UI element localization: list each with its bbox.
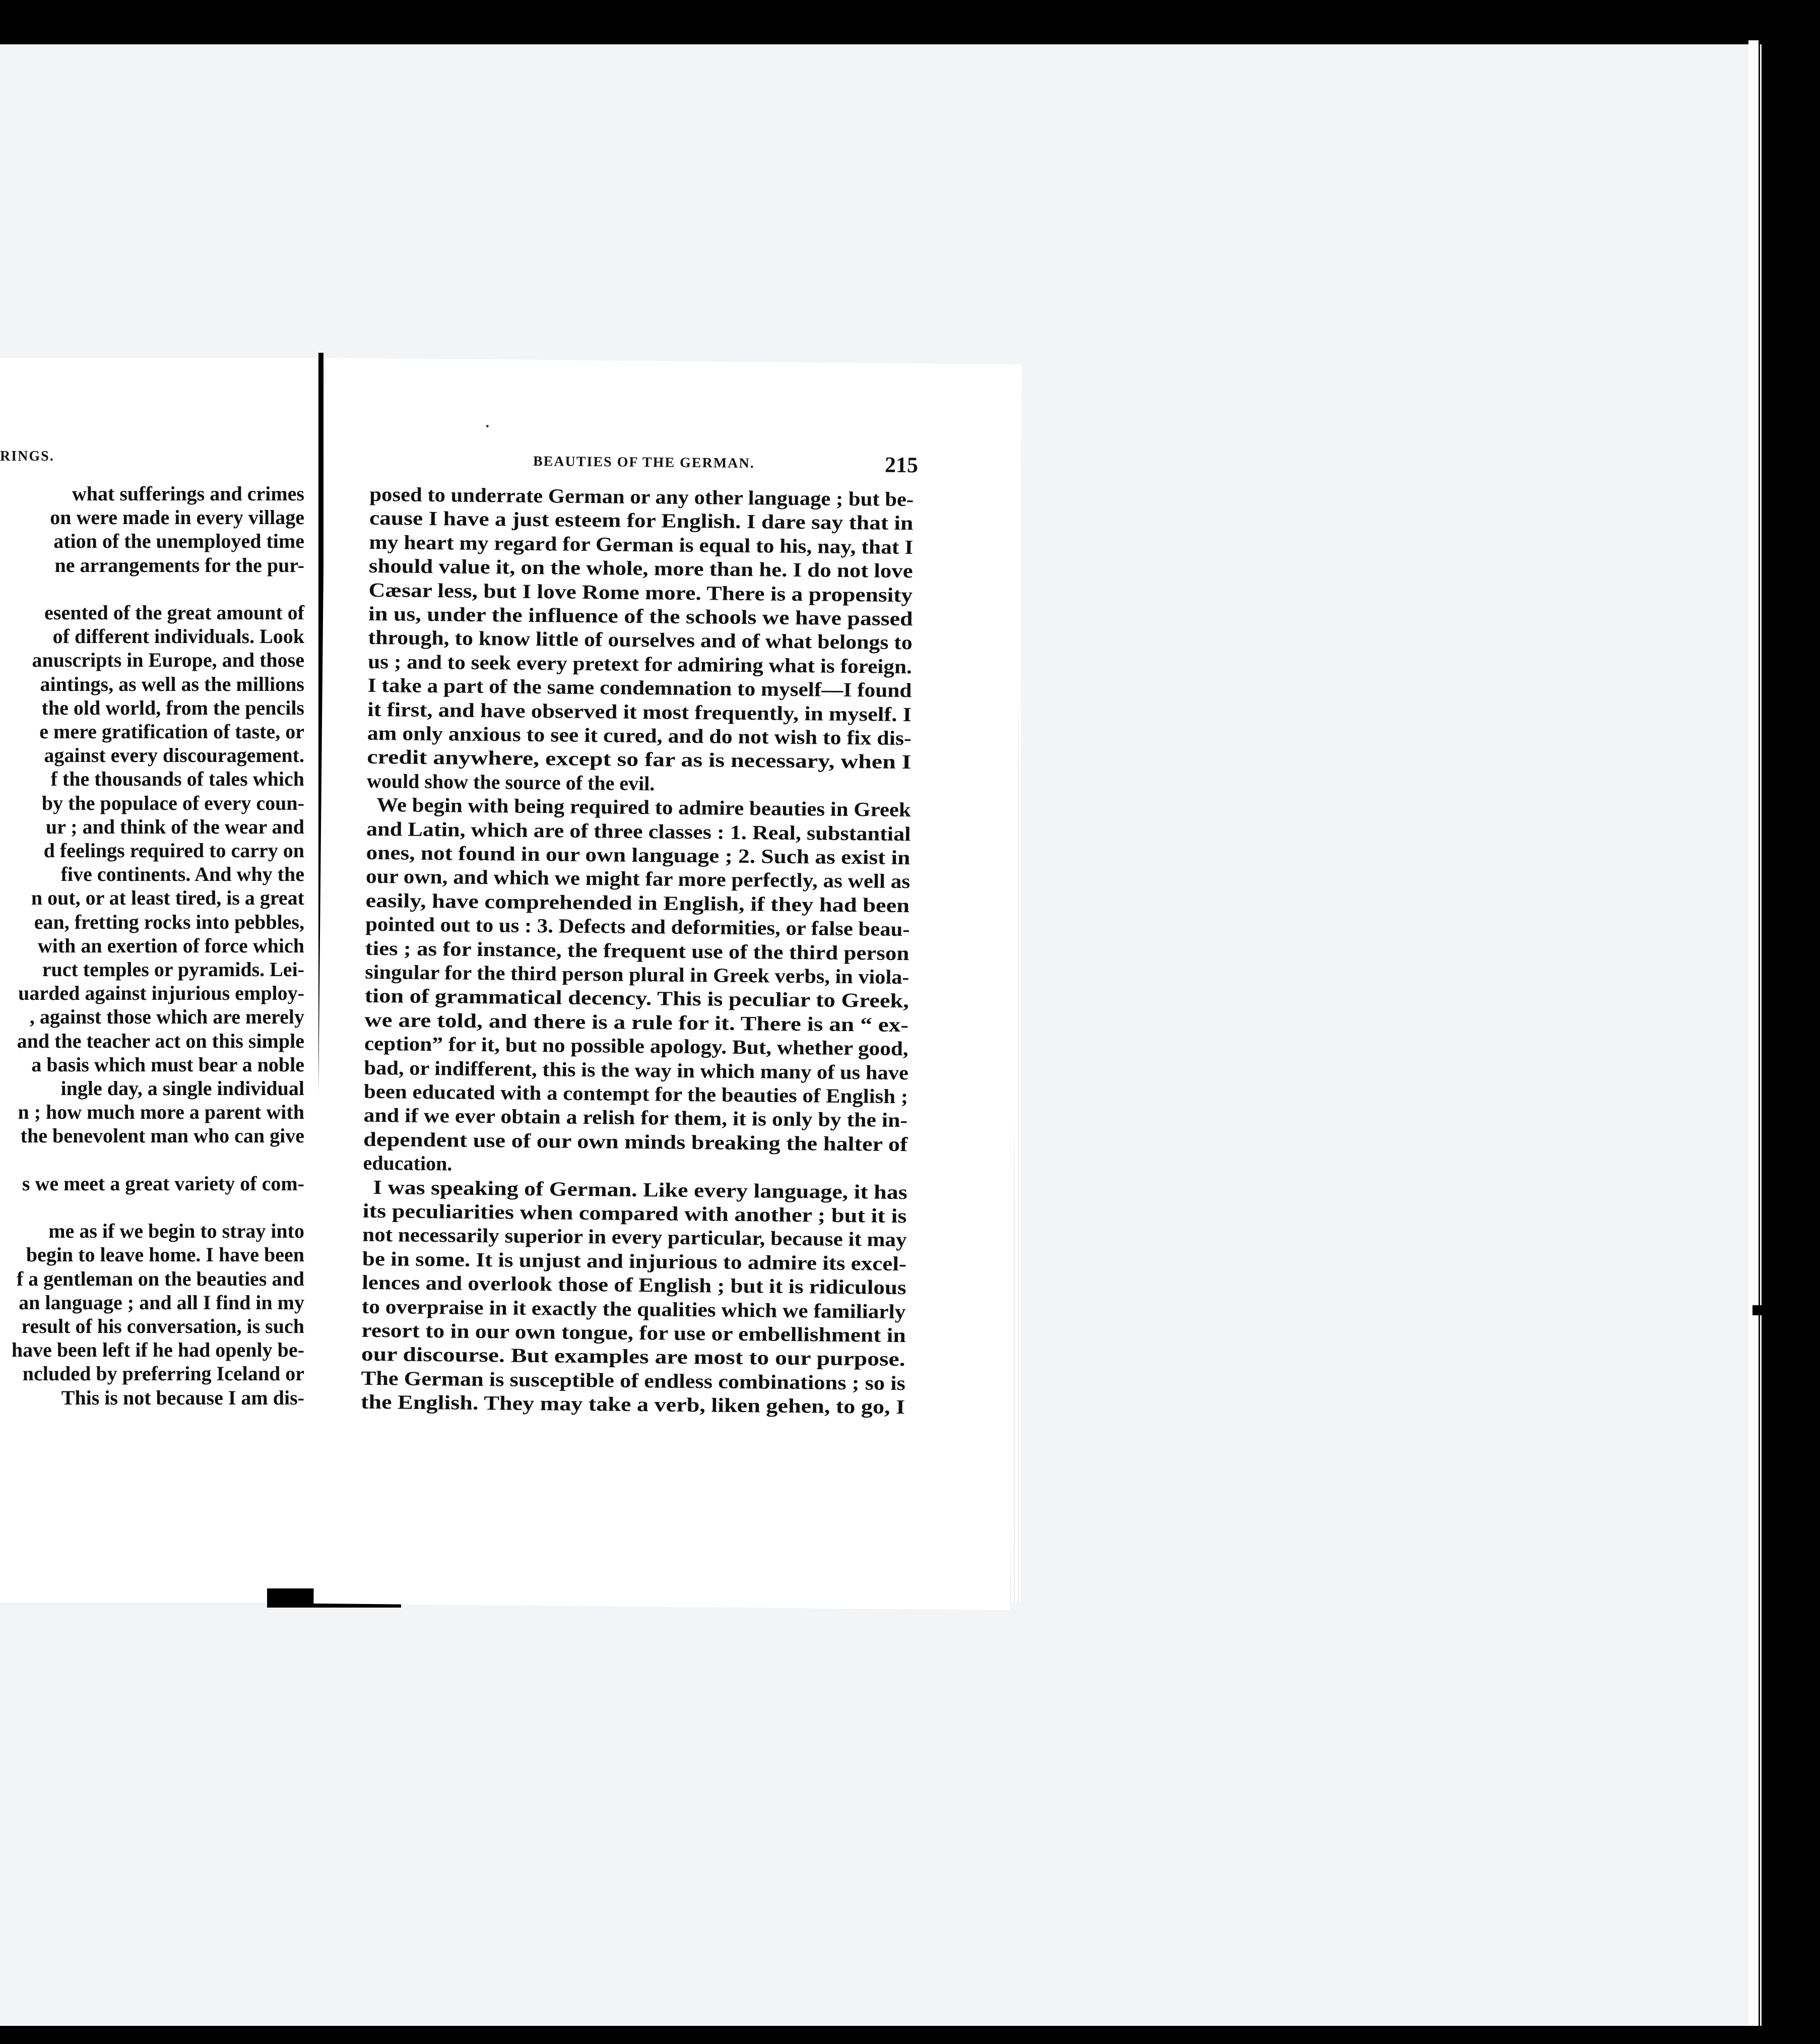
left-text-line: ne arrangements for the pur- <box>54 553 304 577</box>
right-text-line: I take a part of the same condemnation to myself—I found <box>367 674 912 702</box>
right-text-line: we are told, and there is a rule for it. There is an “ ex- <box>364 1008 909 1036</box>
left-text-line: of different individuals. Look <box>52 625 304 648</box>
right-text-line: be in some. It is unjust and injurious to admire its excel- <box>362 1247 907 1275</box>
right-text-line: pointed out to us : 3. Defects and deformities, or false beau- <box>365 913 910 941</box>
right-text-line: been educated with a contempt for the beauties of English ; <box>363 1079 908 1108</box>
left-text-line: This is not because I am dis- <box>61 1386 304 1409</box>
right-text-line: education. <box>363 1151 452 1175</box>
left-text-line: and the teacher act on this simple <box>17 1029 304 1052</box>
left-text-line: have been left if he had openly be- <box>11 1338 304 1362</box>
left-text-line: an language ; and all I find in my <box>19 1291 304 1314</box>
left-running-head: RINGS. <box>0 449 54 464</box>
left-text-line: ean, fretting rocks into pebbles, <box>34 910 304 933</box>
left-text-line: esented of the great amount of <box>44 601 304 624</box>
left-text-line: begin to leave home. I have been <box>26 1243 304 1266</box>
left-text-line: against every discouragement. <box>44 744 304 767</box>
right-text-line: bad, or indifferent, this is the way in which many of us have <box>364 1056 909 1084</box>
left-text-line: with an exertion of force which <box>37 934 304 957</box>
right-text-line: us ; and to seek every pretext for admiring what is foreign. <box>368 650 913 678</box>
left-text-line: f a gentleman on the beauties and <box>16 1267 304 1290</box>
left-text-line: f the thousands of tales which <box>50 768 304 791</box>
right-text-line: resort to in our own tongue, for use or embellishment in <box>361 1318 906 1347</box>
left-text-line: ncluded by preferring Iceland or <box>22 1362 304 1385</box>
right-text-line: the English. They may take a verb, liken gehen, to go, I <box>360 1390 905 1419</box>
left-text-line: s we meet a great variety of com- <box>22 1172 304 1195</box>
right-text-line: cause I have a just esteem for English. I dare say that in <box>369 506 914 535</box>
page-number: 215 <box>884 452 919 478</box>
left-text-line: what sufferings and crimes <box>72 482 304 505</box>
right-text-line: and if we ever obtain a relish for them, it is only by the in- <box>363 1104 908 1132</box>
left-text-line: n out, or at least tired, is a great <box>31 886 304 910</box>
right-text-line: dependent use of our own minds breaking the halter of <box>363 1127 908 1156</box>
scan-border-top <box>0 0 1820 44</box>
left-text-line: ur ; and think of the wear and <box>45 815 304 838</box>
right-running-head: BEAUTIES OF THE GERMAN. <box>533 453 755 472</box>
left-text-line: ruct temples or pyramids. Lei- <box>42 958 304 981</box>
left-page-text <box>0 358 312 1603</box>
left-text-line: ingle day, a single individual <box>60 1077 304 1100</box>
right-text-line: would show the source of the evil. <box>366 769 655 795</box>
left-text-line: the old world, from the pencils <box>41 696 304 719</box>
right-page <box>313 358 1022 1610</box>
right-text-line: posed to underrate German or any other language ; but be- <box>369 482 914 511</box>
right-text-line: in us, under the influence of the schools we have passed <box>368 602 913 630</box>
left-text-line: on were made in every village <box>50 506 304 529</box>
right-text-line: my heart my regard for German is equal to his, nay, that I <box>369 530 914 559</box>
right-text-line: it first, and have observed it most frequently, in myself. I <box>367 697 912 726</box>
left-text-line: aintings, as well as the millions <box>40 672 304 695</box>
right-text-line: am only anxious to see it cured, and do not wish to fix dis- <box>367 721 912 750</box>
left-text-line: anuscripts in Europe, and those <box>32 649 304 672</box>
right-text-line: We begin with being required to admire beauties in Greek <box>376 793 911 821</box>
right-text-line: lences and overlook those of English ; but it is ridiculous <box>362 1270 906 1299</box>
right-text-line: singular for the third person plural in Greek verbs, in viola- <box>365 960 909 989</box>
left-text-line: by the populace of every coun- <box>41 791 304 814</box>
right-text-line: and Latin, which are of three classes : 1. Real, substantial <box>366 817 911 845</box>
left-text-line: d feelings required to carry on <box>43 839 304 862</box>
right-text-line: ception” for it, but no possible apology. But, whether good, <box>364 1032 908 1060</box>
right-text-line: to overpraise in it exactly the qualities which we familiarly <box>361 1295 906 1323</box>
page-edge-strip <box>1748 40 1760 2031</box>
right-text-line: our discourse. But examples are most to our purpose. <box>361 1343 905 1371</box>
right-text-line: should value it, on the whole, more than he. I do not love <box>368 554 913 583</box>
right-text-line: tion of grammatical decency. This is peculiar to Greek, <box>364 984 909 1012</box>
right-text-line: through, to know little of ourselves and of what belongs to <box>368 626 913 654</box>
right-text-line: The German is susceptible of endless combinations ; so is <box>361 1366 906 1394</box>
left-text-line: result of his conversation, is such <box>21 1315 304 1337</box>
left-text-line: , against those which are merely <box>29 1005 304 1029</box>
left-text-line: n ; how much more a parent with <box>18 1101 304 1124</box>
left-text-line: five continents. And why the <box>60 863 304 886</box>
scan-border-bottom <box>0 2026 1820 2044</box>
right-text-line: ties ; as for instance, the frequent use of the third person <box>365 936 909 965</box>
right-text-line: ones, not found in our own language ; 2. Such as exist in <box>366 841 911 869</box>
right-text-line: credit anywhere, except so far as is necessary, when I <box>367 745 912 774</box>
left-text-line: the benevolent man who can give <box>20 1124 304 1147</box>
left-text-line: a basis which must bear a noble <box>31 1053 304 1076</box>
right-text-line: easily, have comprehended in English, if they had been <box>365 888 910 917</box>
right-text-line: our own, and which we might far more perfectly, as well as <box>365 865 911 893</box>
left-page <box>0 358 321 1603</box>
left-text-line: me as if we begin to stray into <box>48 1220 304 1243</box>
right-text-line: not necessarily superior in every particular, because it may <box>362 1223 907 1251</box>
right-text-line: its peculiarities when compared with another ; but it is <box>362 1199 907 1228</box>
left-text-line: ation of the unemployed time <box>53 530 304 553</box>
left-text-line: uarded against injurious employ- <box>18 982 304 1005</box>
ink-speck <box>486 425 489 427</box>
left-text-line: e mere gratification of taste, or <box>39 720 304 743</box>
edge-tab-mark <box>1752 1305 1763 1315</box>
scan-border-right <box>1762 0 1820 2044</box>
right-text-line: I was speaking of German. Like every language, it has <box>372 1175 907 1203</box>
right-text-line: Cæsar less, but I love Rome more. There is a propensity <box>368 578 913 606</box>
